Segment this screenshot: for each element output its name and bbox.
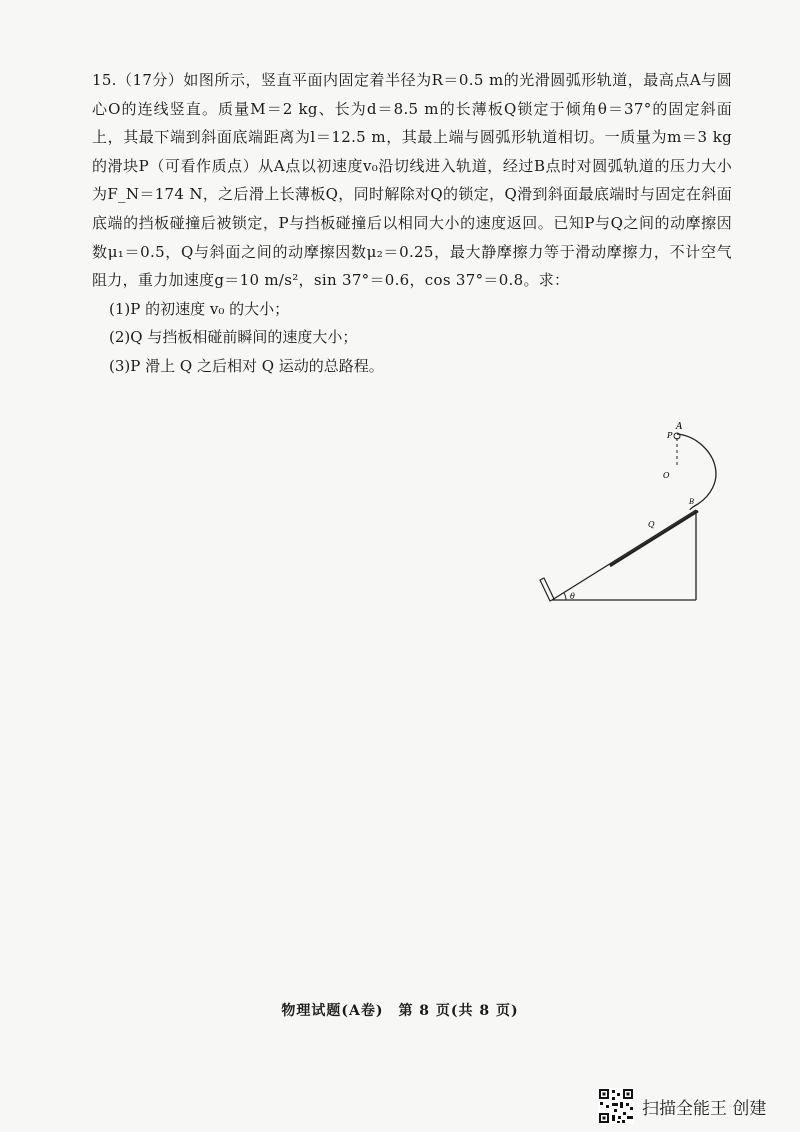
label-b: B	[689, 498, 695, 506]
label-o: O	[663, 471, 670, 480]
label-a: A	[676, 422, 683, 432]
question-3: (3)P 滑上 Q 之后相对 Q 运动的总路程。	[109, 356, 384, 375]
barrier	[540, 578, 554, 601]
scanner-watermark	[598, 1088, 766, 1124]
arc-track	[677, 434, 716, 510]
label-theta: θ	[570, 592, 575, 601]
label-q: Q	[648, 520, 655, 529]
track-incline-diagram	[530, 418, 720, 612]
incline-hypotenuse	[552, 510, 696, 600]
page-footer: 物理试题(A卷) 第 8 页(共 8 页)	[281, 1003, 519, 1019]
watermark-text: 扫描全能王 创建	[642, 1098, 767, 1119]
problem-statement: 15.（17分）如图所示，竖直平面内固定着半径为R＝0.5 m的光滑圆弧形轨道，最高点A与圆心O的连线竖直。质量M＝2 kg、长为d＝8.5 m的长薄板Q锁定于倾角θ＝37°的固定斜面上，其最下端到斜面底端距离为l＝12.5 m，其最上端与圆弧形轨道相切。一质量为m＝3 kg的滑块P（可看作质点）从A点以初速度v₀沿切线进入轨道，经过B点时对圆弧轨道的压力大小为F_N＝174 N，之后滑上长薄板Q，同时解除对Q的锁定，Q滑到斜面最底端时与固定在斜面底端的挡板碰撞后被锁定，P与挡板碰撞后以相同大小的速度返回。已知P与Q之间的动摩擦因数μ₁＝0.5，Q与斜面之间的动摩擦因数μ₂＝0.25，最大静摩擦力等于滑动摩擦力，不计空气阻力，重力加速度g＝10 m/s²，sin 37°＝0.6，cos 37°＝0.8。求：	[92, 71, 732, 290]
problem-15	[92, 66, 732, 381]
question-2: (2)Q 与挡板相碰前瞬间的速度大小；	[109, 328, 358, 347]
qr-code-icon	[598, 1088, 634, 1124]
label-p: P	[667, 431, 673, 440]
theta-arc	[564, 593, 566, 600]
question-1: (1)P 的初速度 v₀ 的大小；	[109, 299, 290, 318]
